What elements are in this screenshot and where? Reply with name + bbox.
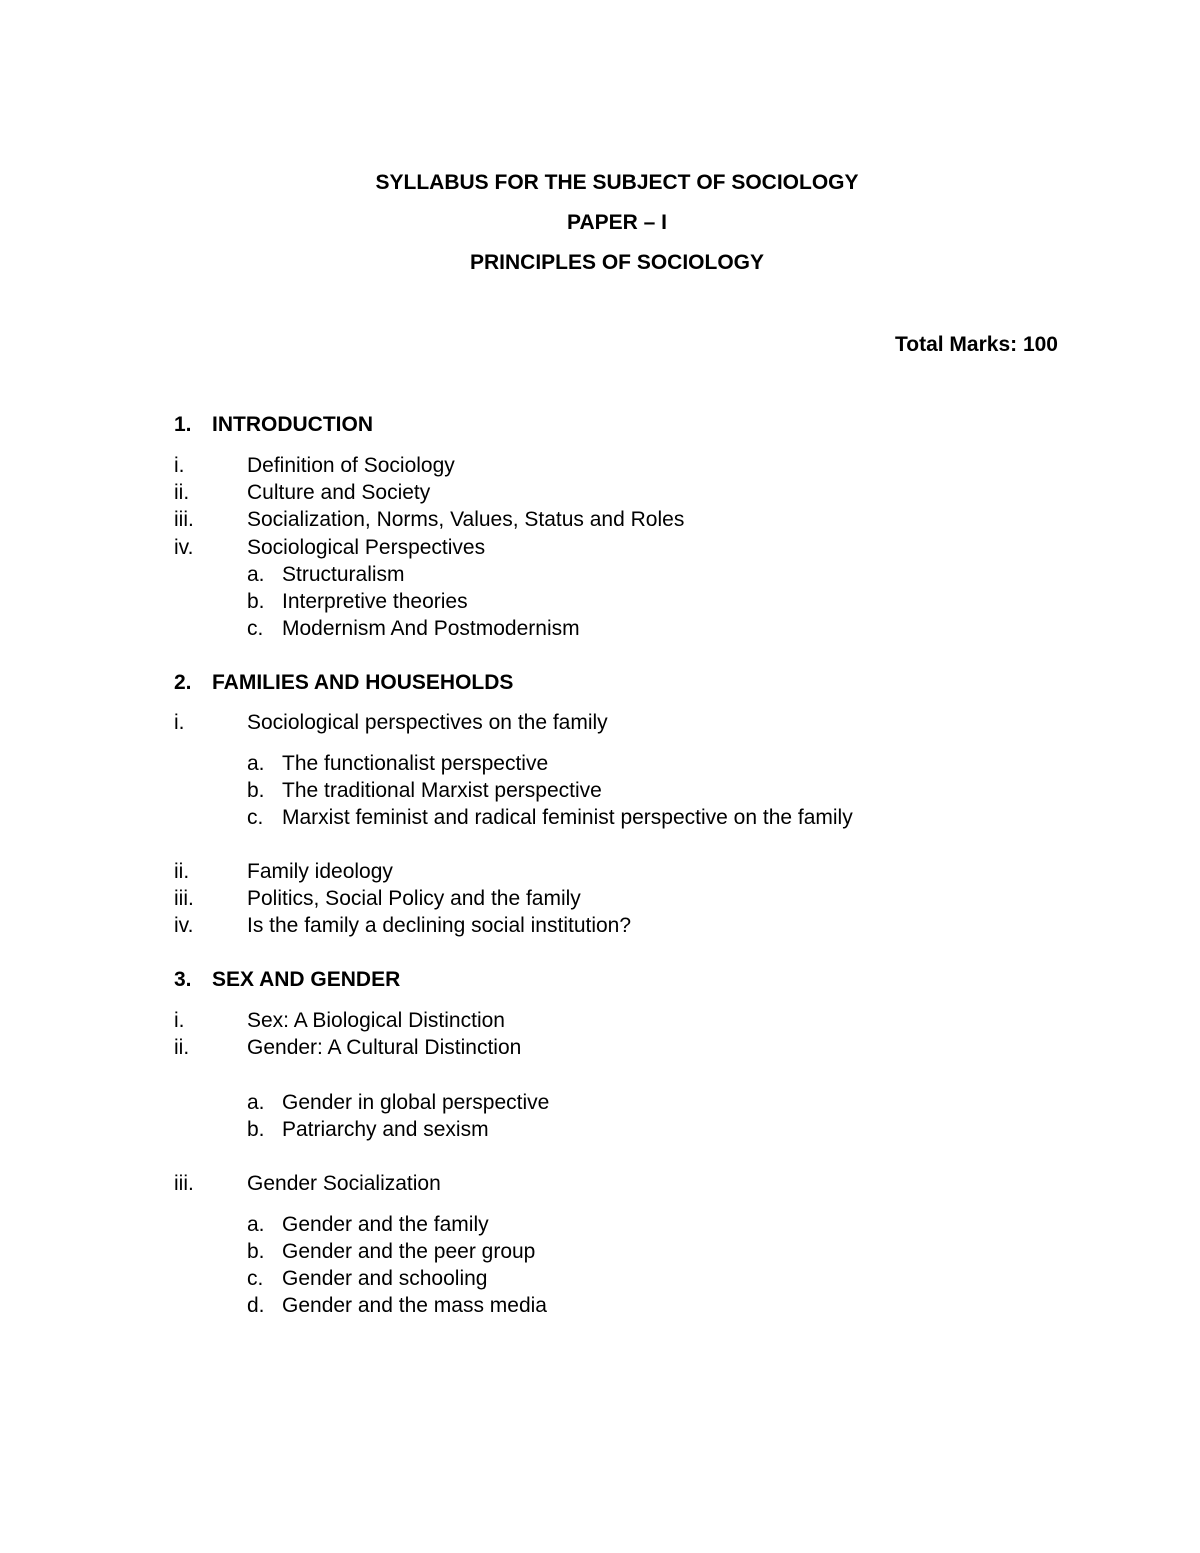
sub-item-letter: c. — [247, 806, 264, 829]
item-numeral: i. — [174, 454, 185, 477]
list-item — [174, 1171, 441, 1197]
section-title: SEX AND GENDER — [212, 968, 401, 991]
sub-item-text: Gender and the peer group — [282, 1240, 536, 1263]
sub-item — [247, 1090, 549, 1116]
sub-item-text: Patriarchy and sexism — [282, 1118, 489, 1141]
list-item — [174, 913, 631, 939]
sub-item-letter: a. — [247, 1091, 265, 1114]
sub-item-text: Gender and the family — [282, 1213, 489, 1236]
sub-item — [247, 1239, 535, 1265]
item-numeral: iv. — [174, 914, 194, 937]
total-marks: Total Marks: 100 — [894, 333, 1058, 356]
item-text: Gender: A Cultural Distinction — [247, 1036, 522, 1059]
sub-item — [247, 1117, 489, 1143]
sub-item-text: Interpretive theories — [282, 590, 468, 613]
sub-item — [247, 1266, 487, 1292]
paper-number: PAPER – I — [567, 211, 667, 234]
section-heading — [174, 412, 373, 438]
sub-item-letter: d. — [247, 1294, 265, 1317]
item-numeral: ii. — [174, 860, 190, 883]
sub-item-letter: c. — [247, 617, 264, 640]
item-numeral: ii. — [174, 1036, 190, 1059]
document-title: SYLLABUS FOR THE SUBJECT OF SOCIOLOGY — [375, 171, 859, 194]
sub-item-text: Gender in global perspective — [282, 1091, 550, 1114]
sub-item — [247, 562, 405, 588]
item-text: Culture and Society — [247, 481, 431, 504]
sub-item-letter: a. — [247, 1213, 265, 1236]
section-number: 2. — [174, 671, 192, 694]
item-text: Sociological perspectives on the family — [247, 711, 608, 734]
sub-item-letter: b. — [247, 1118, 265, 1141]
item-text: Socialization, Norms, Values, Status and Roles — [247, 508, 685, 531]
sub-item — [247, 1293, 547, 1319]
list-item — [174, 859, 393, 885]
sub-item-letter: a. — [247, 752, 265, 775]
sub-item — [247, 589, 468, 615]
list-item — [174, 535, 485, 561]
item-text: Sex: A Biological Distinction — [247, 1009, 505, 1032]
item-numeral: i. — [174, 1009, 185, 1032]
item-text: Definition of Sociology — [247, 454, 455, 477]
sub-item — [247, 751, 548, 777]
list-item — [174, 886, 581, 912]
sub-item-text: Marxist feminist and radical feminist perspective on the family — [282, 806, 853, 829]
item-numeral: iii. — [174, 1172, 194, 1195]
sub-item-text: The functionalist perspective — [282, 752, 549, 775]
list-item — [174, 1008, 505, 1034]
item-text: Family ideology — [247, 860, 393, 883]
list-item — [174, 453, 455, 479]
sub-item-letter: c. — [247, 1267, 264, 1290]
item-text: Sociological Perspectives — [247, 536, 486, 559]
sub-item-text: Gender and the mass media — [282, 1294, 547, 1317]
list-item — [174, 710, 608, 736]
item-numeral: ii. — [174, 481, 190, 504]
list-item — [174, 507, 684, 533]
sub-item-text: Gender and schooling — [282, 1267, 488, 1290]
sub-item-text: Modernism And Postmodernism — [282, 617, 580, 640]
section-title: FAMILIES AND HOUSEHOLDS — [212, 671, 514, 694]
sub-item-letter: b. — [247, 779, 265, 802]
item-text: Politics, Social Policy and the family — [247, 887, 581, 910]
sub-item-letter: a. — [247, 563, 265, 586]
item-text: Is the family a declining social institution? — [247, 914, 632, 937]
sub-item — [247, 1212, 489, 1238]
item-numeral: i. — [174, 711, 185, 734]
item-numeral: iv. — [174, 536, 194, 559]
item-numeral: iii. — [174, 887, 194, 910]
sub-item-letter: b. — [247, 1240, 265, 1263]
section-title: INTRODUCTION — [212, 413, 373, 436]
sub-item-text: Structuralism — [282, 563, 405, 586]
paper-title: PRINCIPLES OF SOCIOLOGY — [469, 251, 765, 274]
section-number: 3. — [174, 968, 192, 991]
section-heading — [174, 967, 400, 993]
item-numeral: iii. — [174, 508, 194, 531]
sub-item — [247, 616, 580, 642]
list-item — [174, 1035, 521, 1061]
section-number: 1. — [174, 413, 192, 436]
sub-item — [247, 778, 602, 804]
sub-item — [247, 805, 853, 831]
section-heading — [174, 670, 513, 696]
sub-item-text: The traditional Marxist perspective — [282, 779, 602, 802]
sub-item-letter: b. — [247, 590, 265, 613]
item-text: Gender Socialization — [247, 1172, 441, 1195]
list-item — [174, 480, 430, 506]
